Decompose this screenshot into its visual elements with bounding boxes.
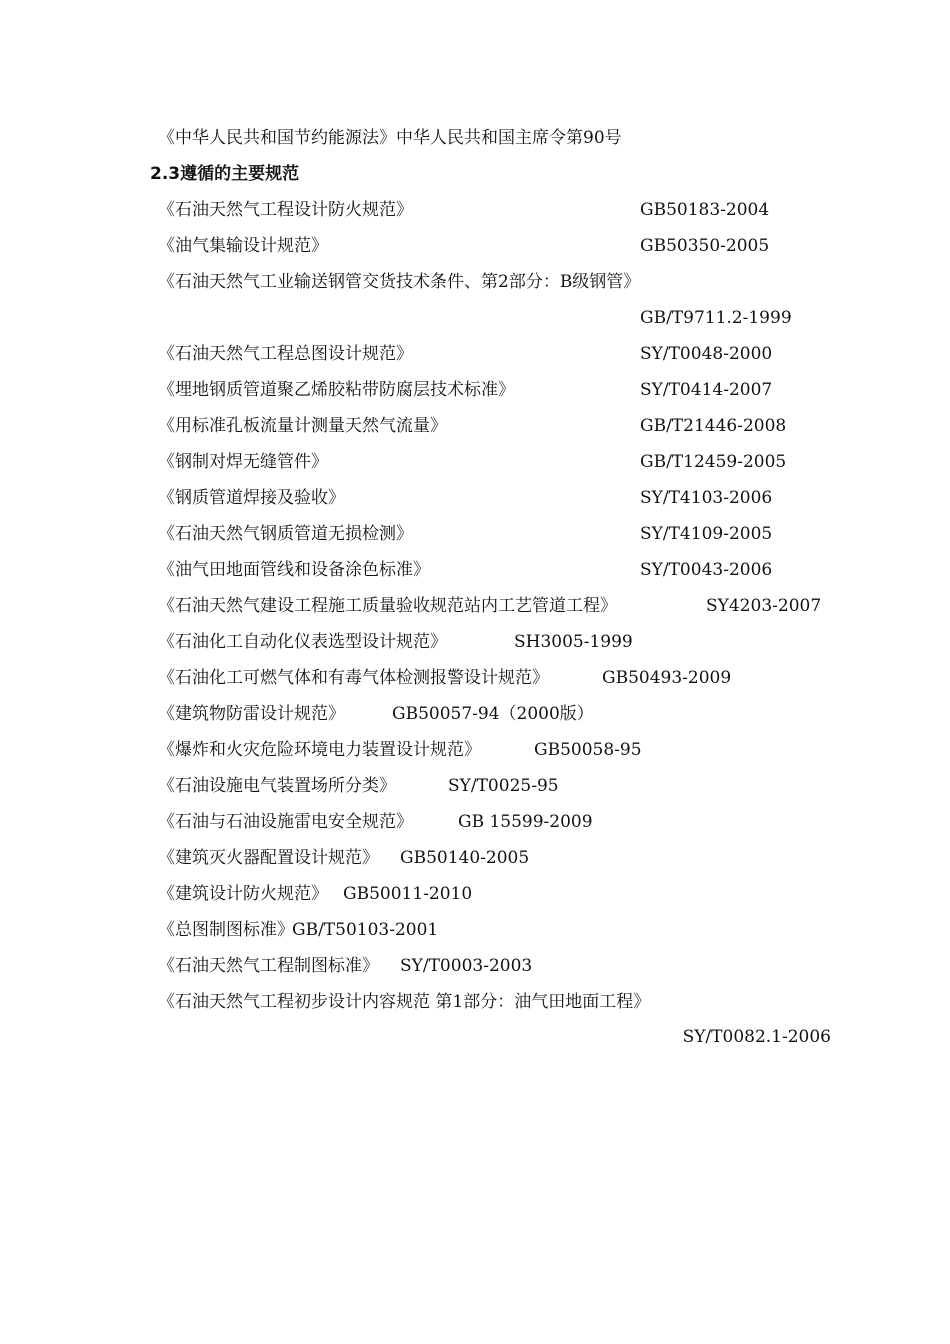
- standard-title: 《建筑灭火器配置设计规范》: [158, 848, 379, 868]
- standard-title: 《油气集输设计规范》: [158, 236, 328, 256]
- standard-code: GB50057-94（2000版）: [392, 704, 594, 724]
- standard-title: 《钢质管道焊接及验收》: [158, 488, 345, 508]
- standard-title: 《石油天然气建设工程施工质量验收规范站内工艺管道工程》: [158, 596, 617, 616]
- standard-code: SY/T0003-2003: [400, 956, 533, 976]
- standard-title: 《石油化工可燃气体和有毒气体检测报警设计规范》: [158, 668, 549, 688]
- standard-title: 《总图制图标准》: [158, 920, 294, 940]
- standard-title: 《用标准孔板流量计测量天然气流量》: [158, 416, 447, 436]
- standard-title: 《油气田地面管线和设备涂色标准》: [158, 560, 430, 580]
- standard-title: 《石油天然气工程总图设计规范》: [158, 344, 413, 364]
- standard-code: SY4203-2007: [706, 596, 822, 616]
- standard-code: GB50183-2004: [640, 200, 770, 220]
- standard-code: GB/T50103-2001: [292, 920, 439, 940]
- standard-title: 《石油与石油设施雷电安全规范》: [158, 812, 413, 832]
- standard-code: SY/T0082.1-2006: [682, 1027, 831, 1047]
- standard-title: 《石油天然气工程制图标准》: [158, 956, 379, 976]
- standard-title: 《钢制对焊无缝管件》: [158, 452, 328, 472]
- standard-code: SY/T0048-2000: [640, 344, 773, 364]
- standard-title: 《石油天然气钢质管道无损检测》: [158, 524, 413, 544]
- standard-title: 《石油天然气工程初步设计内容规范 第1部分：油气田地面工程》: [158, 992, 651, 1012]
- standard-code: GB/T12459-2005: [640, 452, 787, 472]
- standard-code: GB/T21446-2008: [640, 416, 787, 436]
- standard-title: 《爆炸和火灾危险环境电力装置设计规范》: [158, 740, 481, 760]
- standard-code: GB50058-95: [534, 740, 642, 760]
- standard-code: SY/T0414-2007: [640, 380, 773, 400]
- standard-code: GB50493-2009: [602, 668, 732, 688]
- standard-title: 《建筑设计防火规范》: [158, 884, 328, 904]
- standard-title: 《石油设施电气装置场所分类》: [158, 776, 396, 796]
- section-heading: 2.3遵循的主要规范: [150, 164, 300, 184]
- standard-title: 《建筑物防雷设计规范》: [158, 704, 345, 724]
- standard-title: 《埋地钢质管道聚乙烯胶粘带防腐层技术标准》: [158, 380, 515, 400]
- standard-code: GB50140-2005: [400, 848, 530, 868]
- standard-code: SY/T0043-2006: [640, 560, 773, 580]
- standard-title: 《石油化工自动化仪表选型设计规范》: [158, 632, 447, 652]
- standard-code: SY/T4103-2006: [640, 488, 773, 508]
- standard-code: GB/T9711.2-1999: [640, 308, 792, 328]
- standard-code: SH3005-1999: [514, 632, 633, 652]
- standard-code: GB50350-2005: [640, 236, 770, 256]
- standard-code: GB50011-2010: [343, 884, 473, 904]
- standard-code: GB 15599-2009: [458, 812, 593, 832]
- standard-title: 《石油天然气工业输送钢管交货技术条件、第2部分：B级钢管》: [158, 272, 641, 292]
- standard-title: 《石油天然气工程设计防火规范》: [158, 200, 413, 220]
- law-reference: 《中华人民共和国节约能源法》中华人民共和国主席令第90号: [158, 128, 622, 148]
- standard-code: SY/T4109-2005: [640, 524, 773, 544]
- standard-code: SY/T0025-95: [448, 776, 559, 796]
